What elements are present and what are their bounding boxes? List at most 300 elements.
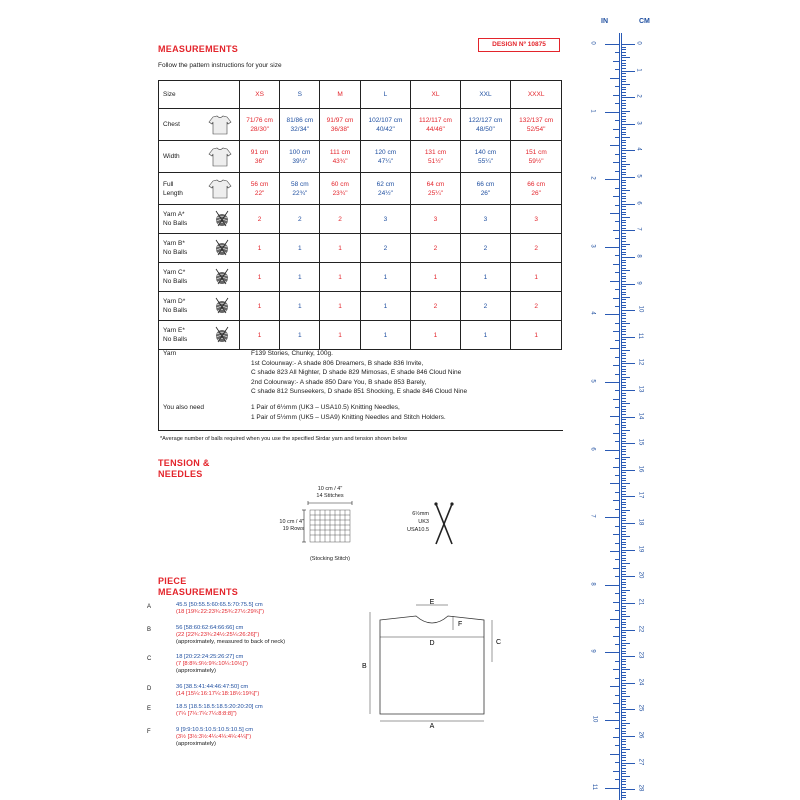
ruler-inch-number: 3 [589, 244, 596, 248]
ruler-cm-tick [621, 465, 626, 466]
tension-stitches: 14 Stitches [316, 493, 344, 499]
ruler-cm-tick [621, 784, 626, 785]
ruler-cm-tick [621, 137, 630, 138]
ruler-cm-tick [621, 60, 626, 61]
ruler-inch-tick [615, 712, 619, 713]
piece-title-line: MEASUREMENTS [158, 587, 239, 597]
ruler-cm-tick [621, 478, 626, 479]
ruler-cm-tick [621, 190, 630, 191]
page-title: MEASUREMENTS [158, 44, 239, 54]
ruler-cm-tick [621, 438, 626, 439]
size-xxxl: XXXL [511, 81, 562, 109]
cell-in: 32/34" [290, 125, 310, 133]
ruler-inch-tick [615, 272, 619, 273]
size-m: M [320, 81, 360, 109]
ruler-cm-tick [621, 254, 626, 255]
ruler-inch-tick [605, 44, 619, 45]
ruler-cm-tick [621, 624, 626, 625]
ball-count: 1 [460, 263, 511, 292]
ruler-cm-tick [621, 683, 635, 684]
ball-count: 1 [240, 263, 280, 292]
table-cell [411, 109, 460, 141]
ruler-cm-tick [621, 358, 626, 359]
ruler-cm-tick [621, 449, 626, 450]
ball-count: 1 [460, 321, 511, 350]
ruler-inch-tick [610, 145, 619, 146]
ruler-cm-tick [621, 656, 635, 657]
row-label-line: Full [163, 180, 174, 188]
ruler-inch-tick [610, 348, 619, 349]
ruler-cm-tick [621, 395, 626, 396]
ruler-cm-tick [621, 127, 626, 128]
ruler-cm-tick [621, 744, 626, 745]
ruler-cm-number: 24 [637, 678, 644, 686]
tension-height: 10 cm / 4" [279, 519, 304, 525]
ruler-inch-tick [615, 407, 619, 408]
ruler-cm-tick [621, 635, 626, 636]
ruler-cm-number: 28 [637, 784, 644, 792]
ruler-cm-tick [621, 124, 635, 125]
ruler-cm-tick [621, 536, 630, 537]
ruler-cm-tick [621, 515, 626, 516]
table-cell [240, 141, 280, 173]
ruler-cm-tick [621, 736, 635, 737]
ruler-cm-number: 27 [637, 758, 644, 765]
tension-top-label [300, 486, 360, 500]
row-label-line: Length [163, 189, 183, 197]
piece-measurement [176, 654, 248, 676]
ruler-cm-tick [621, 169, 626, 170]
ruler-cm-tick [621, 632, 626, 633]
ruler-cm-tick [621, 512, 626, 513]
ball-count: 2 [360, 234, 411, 263]
yarn-row-label-text [163, 239, 187, 257]
ruler-inch-tick [613, 399, 619, 400]
ruler-cm-tick [621, 486, 626, 487]
row-label-line: Chest [163, 121, 180, 128]
ruler-inch-tick [605, 652, 619, 653]
ruler-inch-tick [615, 475, 619, 476]
ruler-cm-tick [621, 550, 635, 551]
ruler-cm-tick [621, 765, 626, 766]
yarn-ball-icon [213, 210, 231, 228]
ruler-cm-tick [621, 669, 630, 670]
needle-usa: USA10.5 [406, 527, 429, 533]
ruler-inch-tick [613, 365, 619, 366]
ruler-cm-tick [621, 475, 626, 476]
ruler-cm-tick [621, 510, 630, 511]
cell-in: 22¾" [292, 189, 308, 197]
ruler-cm-tick [621, 345, 626, 346]
ruler-cm-tick [621, 787, 626, 788]
ruler-inch-tick [613, 61, 619, 62]
yarn-row-label-text [163, 210, 187, 228]
piece-measurement [176, 727, 253, 749]
ruler-cm-tick [621, 653, 626, 654]
ruler-inch-tick [615, 238, 619, 239]
ruler-cm-tick [621, 507, 626, 508]
design-number: DESIGN Nº 10875 [478, 38, 560, 52]
ruler-cm-tick [621, 467, 626, 468]
ruler-inch-tick [613, 433, 619, 434]
cell-cm: 131 cm [424, 148, 447, 156]
ruler-cm-tick [621, 600, 626, 601]
ball-count: 1 [280, 292, 320, 321]
table-cell [240, 173, 280, 205]
ruler-cm-tick [621, 134, 626, 135]
yarn-row-label-line: No Balls [163, 336, 188, 343]
ruler-cm-tick [621, 741, 626, 742]
cell-cm: 151 cm [525, 148, 547, 156]
ruler-cm-tick [621, 68, 626, 69]
ruler-inch-tick [615, 323, 619, 324]
yarn-row-label-line: Yarn D* [163, 298, 186, 305]
piece-in: (14 [15¼:16:17¼:18:18½:19¾]") [176, 691, 260, 698]
cell-cm: 56 cm [250, 180, 269, 188]
ruler-cm-tick [621, 387, 626, 388]
ruler-inch-tick [613, 264, 619, 265]
table-cell [280, 173, 320, 205]
table-cell [511, 141, 562, 173]
ruler-cm-tick [621, 260, 626, 261]
ruler-cm-tick [621, 640, 626, 641]
yarn-row-label-line: No Balls [163, 249, 188, 256]
ruler-cm-tick [621, 222, 626, 223]
ruler-inch-tick [613, 331, 619, 332]
yarn-line: C shade 812 Sunseekers, D shade 851 Shocking, E shade 846 Cloud Nine [251, 388, 468, 396]
ruler-cm-tick [621, 393, 626, 394]
row-label-line: Width [163, 153, 180, 160]
ruler-cm-tick [621, 177, 635, 178]
tension-title-line: NEEDLES [158, 469, 203, 479]
ruler-cm-tick [621, 166, 626, 167]
ruler-cm-tick [621, 661, 626, 662]
ruler-cm-tick [621, 523, 635, 524]
ruler-cm-tick [621, 454, 626, 455]
cell-in: 43¾" [332, 157, 348, 165]
piece-cm: 56 [58:60:62:64:66:66] cm [176, 625, 244, 631]
ruler-inch-tick [615, 644, 619, 645]
ruler-cm-tick [621, 220, 626, 221]
ruler-cm-tick [621, 366, 626, 367]
tension-title-line: TENSION & [158, 458, 210, 468]
ruler-cm-tick [621, 246, 626, 247]
ruler-cm-tick [621, 398, 626, 399]
ruler-inch-number: 5 [589, 379, 596, 383]
ruler-cm-number: 3 [635, 121, 642, 125]
ruler-cm-tick [621, 651, 626, 652]
tension-width: 10 cm / 4" [317, 486, 343, 492]
ball-count: 1 [360, 292, 411, 321]
ruler-cm-tick [621, 590, 630, 591]
ruler-cm-tick [621, 526, 626, 527]
knitting-needles-icon [432, 502, 456, 546]
ruler-cm-tick [621, 49, 626, 50]
ruler-cm-tick [621, 598, 626, 599]
need-lines [251, 403, 446, 422]
ball-count: 3 [360, 205, 411, 234]
ball-count: 3 [411, 205, 460, 234]
diagram-label-d: D [429, 640, 435, 647]
ruler-cm-tick [621, 193, 626, 194]
ruler-inch-tick [613, 534, 619, 535]
yarn-ball-icon [213, 297, 231, 315]
ruler-cm-tick [621, 451, 626, 452]
ruler-inch-tick [615, 154, 619, 155]
ruler-cm-tick [621, 379, 626, 380]
ruler-cm-tick [621, 323, 630, 324]
cell-in: 51½" [427, 157, 443, 165]
ball-count: 3 [511, 205, 562, 234]
yarn-line: 2nd Colourway:- A shade 850 Dare You, B shade 853 Barely, [251, 378, 427, 386]
ruler-cm-tick [621, 217, 630, 218]
ruler-cm-tick [621, 289, 626, 290]
ruler-cm-tick [621, 592, 626, 593]
table-cell [411, 173, 460, 205]
cell-in: 26" [480, 189, 491, 197]
ruler-cm-tick [621, 773, 626, 774]
need-label: You also need [163, 404, 204, 411]
cell-cm: 71/76 cm [246, 116, 273, 124]
ruler-cm-tick [621, 276, 626, 277]
ruler-cm-tick [621, 158, 626, 159]
ruler-cm-tick [621, 704, 626, 705]
ruler-cm-tick [621, 71, 635, 72]
ruler-cm-tick [621, 209, 626, 210]
yarn-row-label-text [163, 268, 187, 286]
ruler-cm-tick [621, 749, 630, 750]
ruler-cm-tick [621, 236, 626, 237]
ruler-cm-tick [621, 278, 626, 279]
ruler-inch-tick [605, 788, 619, 789]
ruler-cm-number: 10 [637, 305, 644, 313]
ruler-cm-tick [621, 369, 626, 370]
ruler-inch-number: 11 [591, 783, 598, 790]
ruler-cm-tick [621, 648, 626, 649]
ruler-cm-tick [621, 294, 626, 295]
piece-title-line: PIECE [158, 576, 187, 586]
ball-count: 1 [360, 263, 411, 292]
cell-in: 44/46" [426, 125, 445, 133]
ball-count: 2 [240, 205, 280, 234]
cell-cm: 60 cm [331, 180, 349, 188]
ruler-cm-tick [621, 685, 626, 686]
ruler-cm-tick [621, 403, 630, 404]
size-xxl: XXL [460, 81, 511, 109]
ruler-inch-tick [615, 171, 619, 172]
ruler-inch-tick [615, 390, 619, 391]
piece-in: (3½ [3½:3½:4¼:4¼:4¼:4¼]") [176, 734, 252, 741]
ruler-cm-tick [621, 299, 626, 300]
ruler-cm-tick [621, 441, 626, 442]
ruler-cm-tick [621, 494, 626, 495]
piece-measurement [176, 602, 264, 616]
ruler-cm-number: 1 [635, 67, 642, 72]
ruler-inch-number: 2 [589, 176, 596, 180]
ruler-inch-tick [615, 205, 619, 206]
ruler-inch-tick [615, 728, 619, 729]
table-cell [360, 141, 411, 173]
ruler-cm-tick [621, 401, 626, 402]
ruler-cm-tick [621, 491, 626, 492]
ruler-cm-tick [621, 763, 635, 764]
ball-count: 1 [411, 263, 460, 292]
ball-count: 1 [280, 321, 320, 350]
ruler-cm-tick [621, 161, 626, 162]
cell-in: 55¼" [477, 157, 493, 165]
piece-letter: C [147, 656, 152, 662]
ruler-cm-tick [621, 329, 626, 330]
ruler-inch-tick [615, 678, 619, 679]
ruler-cm-tick [621, 502, 626, 503]
yarn-ball-icon [213, 326, 231, 344]
row-label-text [163, 152, 180, 161]
ruler-cm-tick [621, 446, 626, 447]
ruler-inch-tick [615, 526, 619, 527]
ruler-cm-number: 11 [637, 332, 644, 339]
ruler-cm-tick [621, 616, 630, 617]
table-cell [280, 109, 320, 141]
yarn-info [158, 346, 564, 431]
ruler-cm-tick [621, 576, 635, 577]
ruler-cm-tick [621, 606, 626, 607]
ruler-cm-tick [621, 111, 630, 112]
ruler-cm-tick [621, 680, 626, 681]
ruler-inch-tick [615, 661, 619, 662]
cell-in: 52/54" [526, 125, 546, 133]
ruler-cm-tick [621, 720, 626, 721]
ruler-cm-tick [621, 244, 630, 245]
ruler-cm-tick [621, 422, 626, 423]
cell-cm: 102/107 cm [368, 116, 403, 124]
ruler-cm-tick [621, 182, 626, 183]
ruler-cm-tick [621, 568, 626, 569]
ruler-cm-tick [621, 555, 626, 556]
yarn-ball-icon [213, 239, 231, 257]
ruler-cm-number: 4 [635, 147, 642, 152]
ruler-inch-number: 1 [589, 108, 596, 113]
piece-in: (18 [19¾:22:23¾:25¾:27½:29¾]") [176, 609, 265, 616]
ruler-cm-tick [621, 390, 635, 391]
ruler-cm-tick [621, 76, 626, 77]
ruler-inch-tick [615, 221, 619, 222]
ruler-cm-number: 6 [635, 201, 642, 205]
cell-cm: 111 cm [329, 148, 351, 156]
row-label [159, 173, 240, 205]
yarn-line: F139 Stories, Chunky, 100g. [251, 350, 333, 357]
yarn-row-label-line: Yarn B* [163, 240, 185, 247]
ruler-cm-tick [621, 79, 626, 80]
ruler-cm-tick [621, 488, 626, 489]
ruler-cm-tick [621, 664, 626, 665]
ruler-cm-number: 14 [637, 412, 644, 419]
ruler-inch-tick [613, 703, 619, 704]
ruler-cm-tick [621, 265, 626, 266]
ruler-cm-tick [621, 377, 630, 378]
ball-count: 1 [320, 321, 360, 350]
ruler-cm-tick [621, 563, 630, 564]
ruler-cm-tick [621, 544, 626, 545]
ruler-inch-number: 8 [589, 582, 596, 586]
ruler-cm-tick [621, 198, 626, 199]
ruler-cm-tick [621, 701, 626, 702]
yarn-row-label-line: Yarn A* [163, 211, 185, 218]
ruler-cm-tick [621, 355, 626, 356]
ruler-cm-tick [621, 238, 626, 239]
diagram-label-b: B [362, 663, 367, 670]
ruler-cm-number: 21 [637, 598, 644, 606]
cell-cm: 122/127 cm [468, 116, 503, 124]
row-label-text [163, 180, 183, 198]
ruler-inch-tick [615, 745, 619, 746]
row-label [159, 109, 240, 141]
ruler-cm-number: 13 [637, 385, 644, 393]
ruler-cm-tick [621, 795, 626, 796]
ruler-cm-tick [621, 723, 630, 724]
piece-note: (approximately) [176, 741, 216, 748]
diagram-label-a: A [429, 723, 435, 730]
row-label [159, 141, 240, 173]
ruler-inch-tick [615, 458, 619, 459]
ball-count: 2 [280, 205, 320, 234]
ruler-cm-tick [621, 499, 626, 500]
ruler-cm-tick [621, 725, 626, 726]
ruler-inch-tick [613, 162, 619, 163]
ruler-cm-tick [621, 262, 626, 263]
ruler-inch-tick [613, 500, 619, 501]
ball-count: 1 [320, 234, 360, 263]
ruler-inch-tick [610, 551, 619, 552]
ruler-cm-tick [621, 728, 626, 729]
ruler-inch-tick [613, 95, 619, 96]
size-l: L [360, 81, 411, 109]
cell-cm: 66 cm [527, 180, 545, 188]
ruler-cm-tick [621, 284, 635, 285]
ruler-cm-tick [621, 241, 626, 242]
ruler-cm-tick [621, 307, 626, 308]
cell-cm: 91 cm [250, 148, 269, 156]
ruler-cm-tick [621, 747, 626, 748]
ball-count: 2 [411, 234, 460, 263]
ruler-cm-tick [621, 326, 626, 327]
yarn-row-label [159, 205, 240, 234]
size-s: S [280, 81, 320, 109]
yarn-ball-icon [213, 268, 231, 286]
need-line: 1 Pair of 5½mm (UK5 – USA9) Knitting Needles and Stitch Holders. [251, 413, 446, 421]
ruler-cm-tick [621, 595, 626, 596]
ruler-cm-tick [621, 156, 626, 157]
yarn-row-label-line: No Balls [163, 307, 188, 314]
ruler-cm-number: 12 [637, 359, 644, 366]
ruler-cm-tick [621, 587, 626, 588]
ruler-cm-tick [621, 534, 626, 535]
ruler-cm-tick [621, 707, 626, 708]
ruler-inch-tick [613, 467, 619, 468]
ruler-cm-tick [621, 459, 626, 460]
ruler-inch-tick [605, 112, 619, 113]
ruler-cm-tick [621, 297, 630, 298]
ruler-cm-tick [621, 63, 626, 64]
ruler-cm-tick [621, 116, 626, 117]
ball-count: 2 [460, 292, 511, 321]
ruler-cm-tick [621, 430, 630, 431]
ruler-in-label: IN [601, 18, 608, 25]
ball-count: 2 [511, 292, 562, 321]
ruler-cm-tick [621, 65, 626, 66]
ruler-inch-number: 9 [589, 649, 596, 654]
ruler-inch-tick [615, 120, 619, 121]
ruler-inch-tick [615, 69, 619, 70]
